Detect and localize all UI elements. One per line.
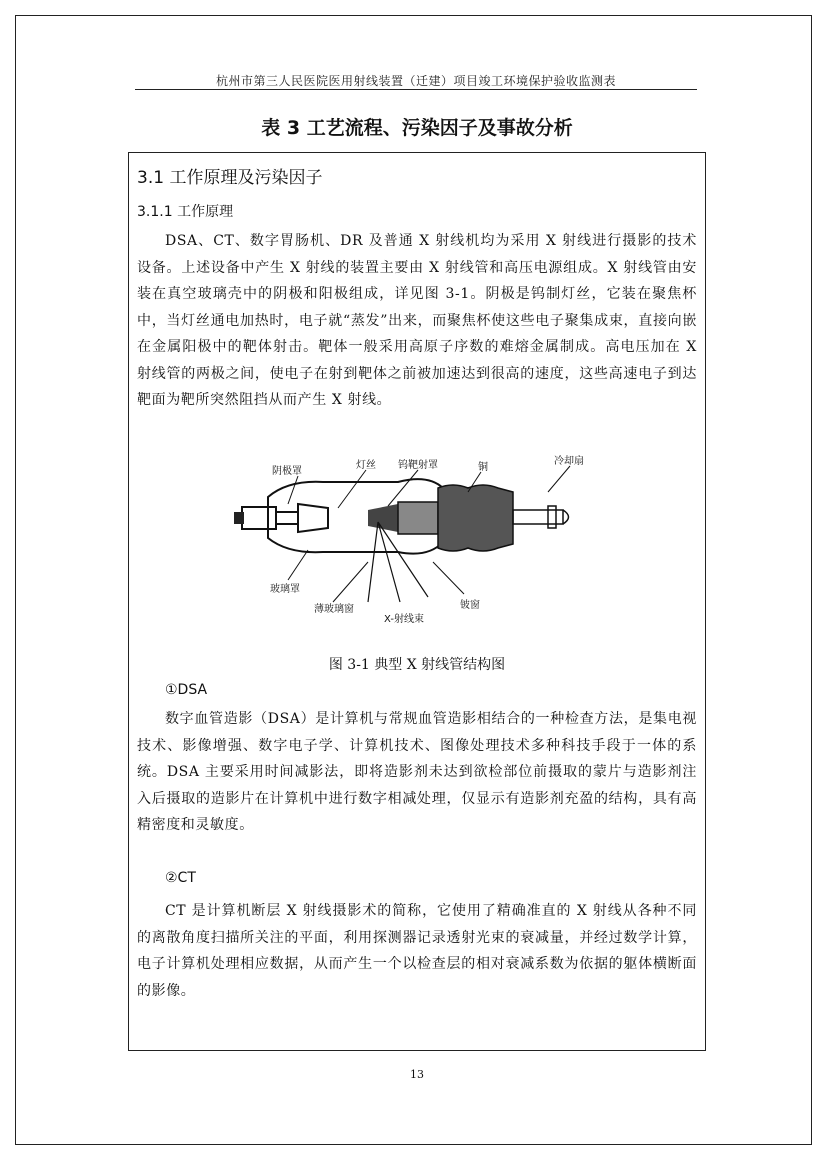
label-cathode-cover: 阴极罩	[272, 466, 302, 477]
running-header: 杭州市第三人民医院医用射线装置（迁建）项目竣工环境保护验收监测表	[215, 74, 616, 88]
label-beryllium-window: 铍窗	[460, 600, 480, 611]
dsa-paragraph: 数字血管造影（DSA）是计算机与常规血管造影相结合的一种检查方法，是集电视技术、影像增强、数字电子学、计算机技术、图像处理技术多种科技手段于一体的系统。DSA 主要采用时间减影法，即将造影剂未达到欲检部位前摄取的蒙片与造影剂注入后摄取的造影片在计算机中进行数字相减处理，仅显示有造影剂充盈的结构，具有高精密度和灵敏度。	[137, 711, 697, 833]
ct-label: ②CT	[165, 870, 196, 886]
label-copper: 铜	[478, 462, 488, 473]
label-tungsten-target: 钨靶射罩	[398, 460, 438, 471]
label-filament: 灯丝	[356, 460, 376, 471]
cooling-block	[438, 485, 513, 551]
section-heading: 3.1 工作原理及污染因子	[137, 168, 323, 188]
page-number: 13	[410, 1068, 424, 1081]
label-cooling-fin: 冷却扇	[554, 456, 584, 467]
label-thin-glass-window: 薄玻璃窗	[314, 604, 354, 615]
label-xray-beam: X-射线束	[384, 614, 424, 625]
label-glass-envelope: 玻璃罩	[270, 584, 300, 595]
table-title: 表 3 工艺流程、污染因子及事故分析	[261, 117, 573, 139]
anode-target	[368, 504, 398, 532]
header-rule	[135, 89, 697, 90]
cathode-assembly	[242, 507, 276, 529]
figure-caption: 图 3-1 典型 X 射线管结构图	[328, 657, 506, 673]
ct-paragraph: CT 是计算机断层 X 射线摄影术的简称，它使用了精确准直的 X 射线从各种不同的离散角度扫描所关注的平面，利用探测器记录透射光束的衰减量，并经过数学计算，电子计算机处理相应数据，从而产生一个以检查层的相对衰减系数为依据的躯体横断面的影像。	[137, 903, 697, 999]
subsection-heading: 3.1.1 工作原理	[137, 204, 234, 220]
focusing-cup	[298, 504, 328, 532]
dsa-label: ①DSA	[165, 682, 208, 698]
xray-tube-figure	[228, 452, 608, 652]
cathode-pins	[234, 512, 244, 524]
intro-paragraph: DSA、CT、数字胃肠机、DR 及普通 X 射线机均为采用 X 射线进行摄影的技术设备。上述设备中产生 X 射线的装置主要由 X 射线管和高压电源组成。X 射线管由安装在真空玻璃壳中的阴极和阳极组成，详见图 3-1。阴极是钨制灯丝，它装在聚焦杯中，当灯丝通电加热时，电子就“蒸发”出来，而聚焦杯使这些电子聚集成束，直接向嵌在金属阳极中的靶体射击。靶体一般采用高原子序数的难熔金属制成。高电压加在 X 射线管的两极之间，使电子在射到靶体之前被加速达到很高的速度，这些高速电子到达靶面为靶所突然阻挡从而产生 X 射线。	[137, 233, 697, 408]
anode-rod	[398, 502, 438, 534]
